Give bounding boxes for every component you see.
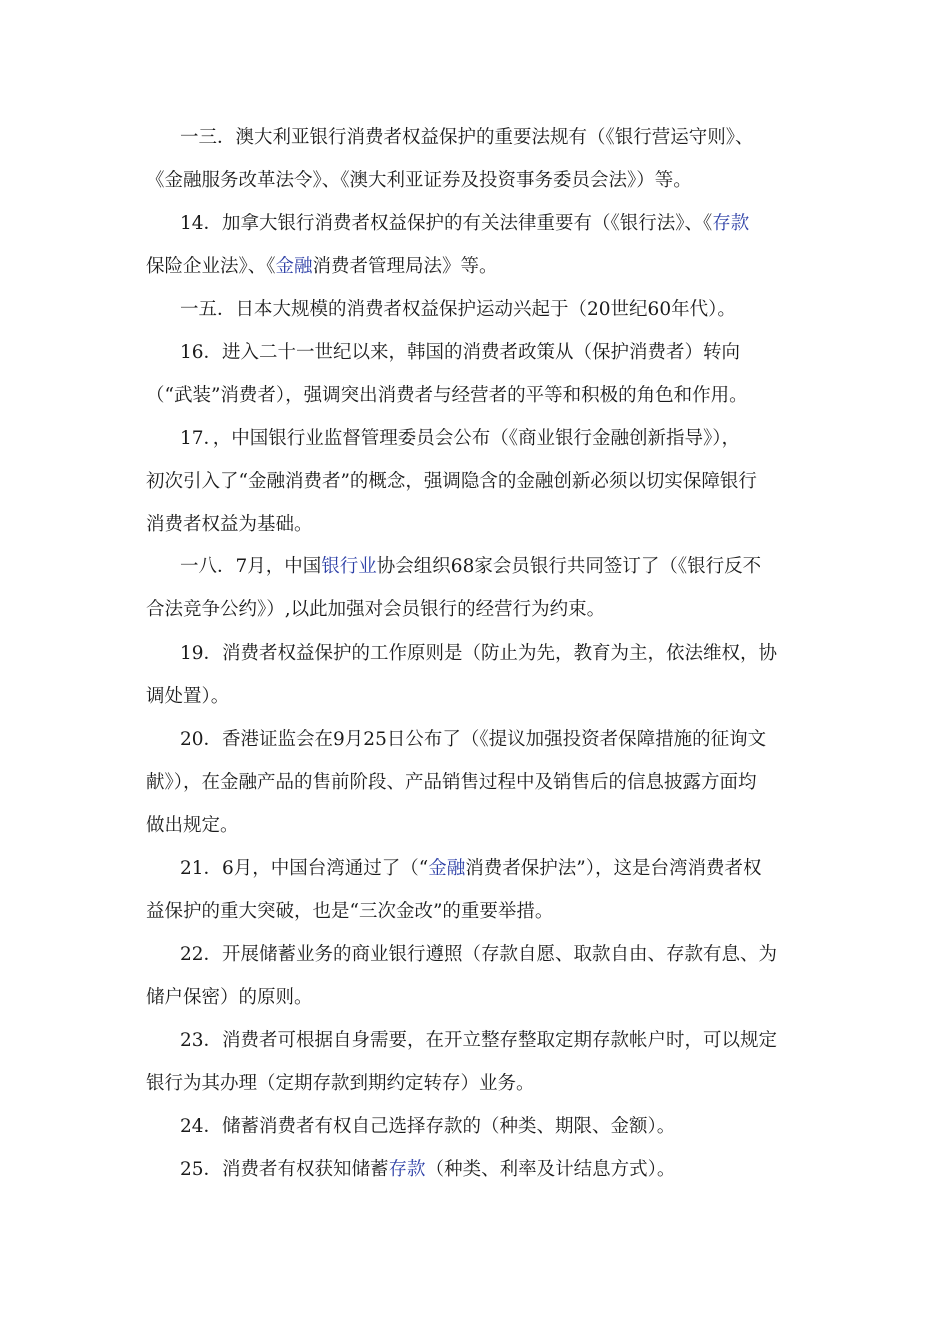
- text-run: 调处置）。: [146, 686, 230, 707]
- paragraph: [146, 718, 806, 847]
- text-line: [146, 632, 806, 675]
- text-run: 储户保密）的原则。: [146, 987, 313, 1008]
- text-run: 保险企业法》、《: [146, 256, 276, 277]
- text-run: （“武装”消费者），强调突出消费者与经营者的平等和积极的角色和作用。: [146, 385, 748, 406]
- text-run: （种类、利率及计结息方式）。: [425, 1159, 676, 1180]
- text-run: 消费者保护法”），这是台湾消费者权: [465, 858, 762, 879]
- paragraph: [146, 1019, 806, 1105]
- text-line: [146, 675, 806, 718]
- paragraph: [146, 632, 806, 718]
- paragraph: [146, 545, 806, 631]
- paragraph: [146, 202, 806, 288]
- text-run: 消费者管理局法》等。: [312, 256, 498, 277]
- link-text[interactable]: 存款: [388, 1159, 426, 1180]
- text-line: [146, 545, 806, 588]
- paragraph: [146, 288, 806, 331]
- text-line: [146, 288, 806, 331]
- link-text[interactable]: 银行业: [321, 556, 377, 577]
- text-run: 银行为其办理（定期存款到期约定转存）业务。: [146, 1073, 535, 1094]
- paragraph: [146, 331, 806, 417]
- text-line: [146, 847, 806, 890]
- link-text[interactable]: 存款: [712, 213, 750, 234]
- paragraph: [146, 116, 806, 202]
- text-run: 22．开展储蓄业务的商业银行遵照（存款自愿、取款自由、存款有息、为: [180, 944, 778, 965]
- text-run: 献》），在金融产品的售前阶段、产品销售过程中及销售后的信息披露方面均: [146, 772, 757, 793]
- text-line: [146, 718, 806, 761]
- text-line: [146, 417, 806, 460]
- text-line: [146, 374, 806, 417]
- link-text[interactable]: 金融: [428, 858, 466, 879]
- text-run: 初次引入了“金融消费者”的概念，强调隐含的金融创新必须以切实保障银行: [146, 471, 757, 492]
- paragraph: [146, 933, 806, 1019]
- text-line: [146, 1019, 806, 1062]
- text-line: [146, 1062, 806, 1105]
- paragraph: [146, 1105, 806, 1148]
- text-run: 20．香港证监会在9月25日公布了（《提议加强投资者保障措施的征询文: [180, 729, 767, 750]
- text-run: 协会组织68家会员银行共同签订了（《银行反不: [376, 556, 762, 577]
- text-run: 做出规定。: [146, 815, 239, 836]
- text-line: [146, 503, 806, 546]
- paragraph: [146, 847, 806, 933]
- text-run: 合法竞争公约》）,以此加强对会员银行的经营行为约束。: [146, 599, 606, 620]
- text-run: 17．，中国银行业监督管理委员会公布（《商业银行金融创新指导》），: [180, 428, 741, 449]
- text-line: [146, 202, 806, 245]
- text-line: [146, 804, 806, 847]
- text-run: 一三．澳大利亚银行消费者权益保护的重要法规有（《银行营运守则》、: [180, 127, 754, 148]
- text-line: [146, 331, 806, 374]
- link-text[interactable]: 金融: [275, 256, 313, 277]
- paragraph: [146, 417, 806, 546]
- text-run: 23．消费者可根据自身需要，在开立整存整取定期存款帐户时，可以规定: [180, 1030, 778, 1051]
- text-run: 《金融服务改革法令》、《澳大利亚证券及投资事务委员会法》）等。: [146, 170, 692, 191]
- text-run: 14．加拿大银行消费者权益保护的有关法律重要有（《银行法》、《: [180, 213, 713, 234]
- text-line: [146, 976, 806, 1019]
- text-line: [146, 588, 806, 631]
- text-run: 一五．日本大规模的消费者权益保护运动兴起于（20世纪60年代）。: [180, 299, 736, 320]
- text-line: [146, 245, 806, 288]
- text-line: [146, 1105, 806, 1148]
- text-run: 消费者权益为基础。: [146, 514, 313, 535]
- text-line: [146, 933, 806, 976]
- text-line: [146, 1148, 806, 1191]
- text-run: 16．进入二十一世纪以来，韩国的消费者政策从（保护消费者）转向: [180, 342, 741, 363]
- text-run: 益保护的重大突破，也是“三次金改”的重要举措。: [146, 901, 554, 922]
- text-line: [146, 761, 806, 804]
- text-line: [146, 890, 806, 933]
- text-run: 24．储蓄消费者有权自己选择存款的（种类、期限、金额）。: [180, 1116, 676, 1137]
- text-line: [146, 460, 806, 503]
- text-run: 21．6月，中国台湾通过了（“: [180, 858, 429, 879]
- paragraph: [146, 1148, 806, 1191]
- text-run: 19．消费者权益保护的工作原则是（防止为先，教育为主，依法维权，协: [180, 643, 778, 664]
- text-line: [146, 116, 806, 159]
- text-run: 25．消费者有权获知储蓄: [180, 1159, 389, 1180]
- text-line: [146, 159, 806, 202]
- text-run: 一八．7月，中国: [180, 556, 322, 577]
